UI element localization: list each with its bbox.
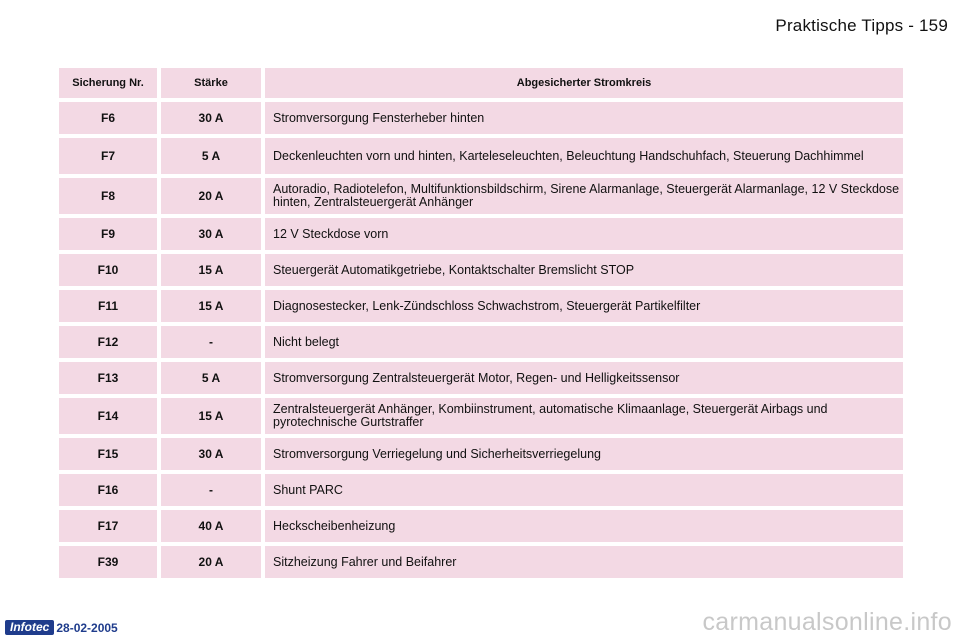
column-header-rating: Stärke [161, 68, 261, 98]
circuit-cell: Steuergerät Automatikgetriebe, Kontaktschalter Bremslicht STOP [265, 254, 903, 286]
circuit-cell: Diagnosestecker, Lenk-Zündschloss Schwachstrom, Steuergerät Partikelfilter [265, 290, 903, 322]
table-header [59, 68, 903, 98]
fuse-cell: F15 [59, 438, 157, 470]
circuit-cell: Heckscheibenheizung [265, 510, 903, 542]
page-title: Praktische Tipps - 159 [775, 16, 948, 35]
infotec-logo: Infotec [5, 620, 54, 635]
footer [5, 620, 118, 635]
table-row [59, 326, 903, 358]
table-row [59, 218, 903, 250]
table-row [59, 138, 903, 174]
fuse-cell: F39 [59, 546, 157, 578]
fuse-cell: F9 [59, 218, 157, 250]
table-body [59, 102, 903, 578]
footer-date: 28-02-2005 [56, 620, 118, 635]
rating-cell: 20 A [161, 546, 261, 578]
circuit-cell: Stromversorgung Verriegelung und Sicherheitsverriegelung [265, 438, 903, 470]
watermark: carmanualsonline.info [702, 608, 952, 636]
fuse-cell: F10 [59, 254, 157, 286]
rating-cell: 15 A [161, 290, 261, 322]
fuse-cell: F13 [59, 362, 157, 394]
circuit-cell: Sitzheizung Fahrer und Beifahrer [265, 546, 903, 578]
table-row [59, 474, 903, 506]
fuse-cell: F7 [59, 138, 157, 174]
table-row [59, 290, 903, 322]
table-row [59, 438, 903, 470]
table-row [59, 102, 903, 134]
circuit-cell: Shunt PARC [265, 474, 903, 506]
table-row [59, 546, 903, 578]
fuse-cell: F14 [59, 398, 157, 434]
rating-cell: 30 A [161, 102, 261, 134]
circuit-cell: Stromversorgung Fensterheber hinten [265, 102, 903, 134]
rating-cell: - [161, 326, 261, 358]
circuit-cell: Stromversorgung Zentralsteuergerät Motor, Regen- und Helligkeitssensor [265, 362, 903, 394]
rating-cell: - [161, 474, 261, 506]
fuse-table [59, 68, 903, 582]
rating-cell: 30 A [161, 218, 261, 250]
circuit-cell: Zentralsteuergerät Anhänger, Kombiinstrument, automatische Klimaanlage, Steuergerät Airbags und pyrotechnische Gurtstraffer [265, 398, 903, 434]
fuse-cell: F16 [59, 474, 157, 506]
fuse-cell: F6 [59, 102, 157, 134]
fuse-cell: F8 [59, 178, 157, 214]
rating-cell: 5 A [161, 138, 261, 174]
rating-cell: 5 A [161, 362, 261, 394]
rating-cell: 15 A [161, 398, 261, 434]
circuit-cell: Autoradio, Radiotelefon, Multifunktionsbildschirm, Sirene Alarmanlage, Steuergerät Alarmanlage, 12 V Steckdose hinten, Zentralsteuergerät Anhänger [265, 178, 903, 214]
circuit-cell: Nicht belegt [265, 326, 903, 358]
table-row [59, 362, 903, 394]
rating-cell: 15 A [161, 254, 261, 286]
fuse-cell: F12 [59, 326, 157, 358]
circuit-cell: Deckenleuchten vorn und hinten, Karteleseleuchten, Beleuchtung Handschuhfach, Steuerung Dachhimmel [265, 138, 903, 174]
column-header-circuit: Abgesicherter Stromkreis [265, 68, 903, 98]
table-row [59, 398, 903, 434]
rating-cell: 30 A [161, 438, 261, 470]
table-row [59, 178, 903, 214]
rating-cell: 20 A [161, 178, 261, 214]
table-row [59, 510, 903, 542]
column-header-fuse: Sicherung Nr. [59, 68, 157, 98]
circuit-cell: 12 V Steckdose vorn [265, 218, 903, 250]
table-row [59, 254, 903, 286]
fuse-cell: F11 [59, 290, 157, 322]
fuse-cell: F17 [59, 510, 157, 542]
rating-cell: 40 A [161, 510, 261, 542]
